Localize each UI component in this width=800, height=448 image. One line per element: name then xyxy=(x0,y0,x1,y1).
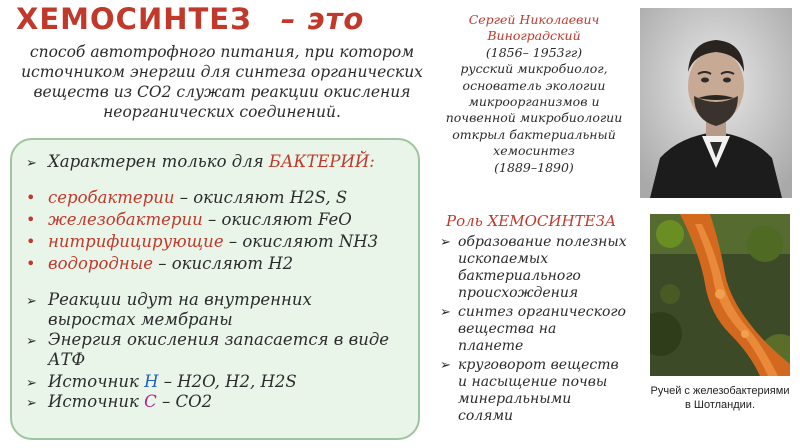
title-suffix: – это xyxy=(280,2,365,36)
scientist-bio xyxy=(436,12,632,176)
bacteria-text: – окисляют NH3 xyxy=(223,232,379,251)
definition-text xyxy=(12,42,432,122)
fact-item xyxy=(26,290,312,312)
definition-line: источником энергии для синтеза органических xyxy=(21,63,423,81)
bacteria-text: – окисляют H2S, S xyxy=(174,188,348,207)
role-line: происхождения xyxy=(458,285,579,301)
role-title: Роль ХЕМОСИНТЕЗА xyxy=(446,212,617,230)
bacteria-info-box xyxy=(10,138,420,440)
bacteria-name: водородные xyxy=(48,254,153,273)
role-line: бактериального xyxy=(458,268,581,284)
fact-item xyxy=(26,330,389,352)
role-item xyxy=(440,357,619,374)
arrow-bullet-icon: ➢ xyxy=(26,376,37,391)
bio-line: основатель экологии xyxy=(462,77,606,93)
bio-line: хемосинтез xyxy=(493,143,575,159)
bacteria-item xyxy=(26,254,293,274)
role-line: образование полезных xyxy=(458,234,627,250)
scientist-portrait xyxy=(640,8,792,198)
role-item xyxy=(440,234,627,251)
arrow-bullet-icon: ➢ xyxy=(26,156,37,171)
arrow-bullet-icon: ➢ xyxy=(440,358,451,373)
dot-bullet-icon: • xyxy=(26,210,36,229)
role-line: планете xyxy=(458,338,524,354)
bacteria-item xyxy=(26,188,347,208)
role-item xyxy=(440,304,626,321)
bio-line: микроорганизмов и xyxy=(468,94,600,110)
definition-line: неорганических соединений. xyxy=(103,103,341,121)
dot-bullet-icon: • xyxy=(26,232,36,251)
title-main: ХЕМОСИНТЕЗ xyxy=(16,2,252,36)
bacteria-name: нитрифицирующие xyxy=(48,232,224,251)
fact-line: выростах мембраны xyxy=(48,310,233,329)
caption-line: в Шотландии. xyxy=(684,399,756,411)
intro-highlight: БАКТЕРИЙ: xyxy=(268,152,375,171)
intro-text: Характерен только для xyxy=(48,152,269,171)
definition-line: веществ из CO2 служат реакции окисления xyxy=(33,83,411,101)
arrow-bullet-icon: ➢ xyxy=(26,396,37,411)
source-prefix: Источник xyxy=(48,392,145,411)
fact-line: АТФ xyxy=(48,350,86,369)
source-c-item xyxy=(26,392,212,414)
bio-line: (1889–1890) xyxy=(494,159,574,175)
source-rest: – CO2 xyxy=(156,392,213,411)
role-line: ископаемых xyxy=(458,251,549,267)
intro-line xyxy=(26,152,375,174)
bio-line: открыл бактериальный xyxy=(452,126,616,142)
source-letter: C xyxy=(144,392,157,411)
dot-bullet-icon: • xyxy=(26,188,36,207)
caption-line: Ручей с железобактериями xyxy=(650,385,790,397)
arrow-bullet-icon: ➢ xyxy=(440,305,451,320)
stream-photo xyxy=(650,214,790,376)
bacteria-text: – окисляют FeO xyxy=(202,210,352,229)
bacteria-item xyxy=(26,210,352,230)
bacteria-name: железобактерии xyxy=(48,210,203,229)
bio-line: почвенной микробиологии xyxy=(445,110,623,126)
bio-line: русский микробиолог, xyxy=(460,61,608,77)
bacteria-item xyxy=(26,232,378,252)
role-line: синтез органического xyxy=(458,304,626,320)
dot-bullet-icon: • xyxy=(26,254,36,273)
definition-line: способ автотрофного питания, при котором xyxy=(29,43,415,61)
role-line: вещества на xyxy=(458,321,557,337)
role-line: и насыщение почвы xyxy=(458,374,608,390)
source-letter: H xyxy=(144,372,159,391)
role-line: солями xyxy=(458,408,514,424)
arrow-bullet-icon: ➢ xyxy=(440,235,451,250)
photo-caption xyxy=(640,384,800,412)
source-prefix: Источник xyxy=(48,372,145,391)
arrow-bullet-icon: ➢ xyxy=(26,334,37,349)
role-line: круговорот веществ xyxy=(458,357,619,373)
scientist-name: Сергей Николаевич xyxy=(468,12,600,27)
bio-line: (1856– 1953гг) xyxy=(485,44,583,60)
role-line: минеральными xyxy=(458,391,572,407)
bacteria-text: – окисляют H2 xyxy=(152,254,294,273)
source-rest: – H2O, H2, H2S xyxy=(158,372,297,391)
bacteria-name: серобактерии xyxy=(48,188,175,207)
fact-line: Реакции идут на внутренних xyxy=(48,290,312,309)
fact-line: Энергия окисления запасается в виде xyxy=(48,330,390,349)
arrow-bullet-icon: ➢ xyxy=(26,294,37,309)
scientist-surname: Виноградский xyxy=(487,28,581,44)
source-h-item xyxy=(26,372,297,394)
page-title xyxy=(16,2,364,36)
